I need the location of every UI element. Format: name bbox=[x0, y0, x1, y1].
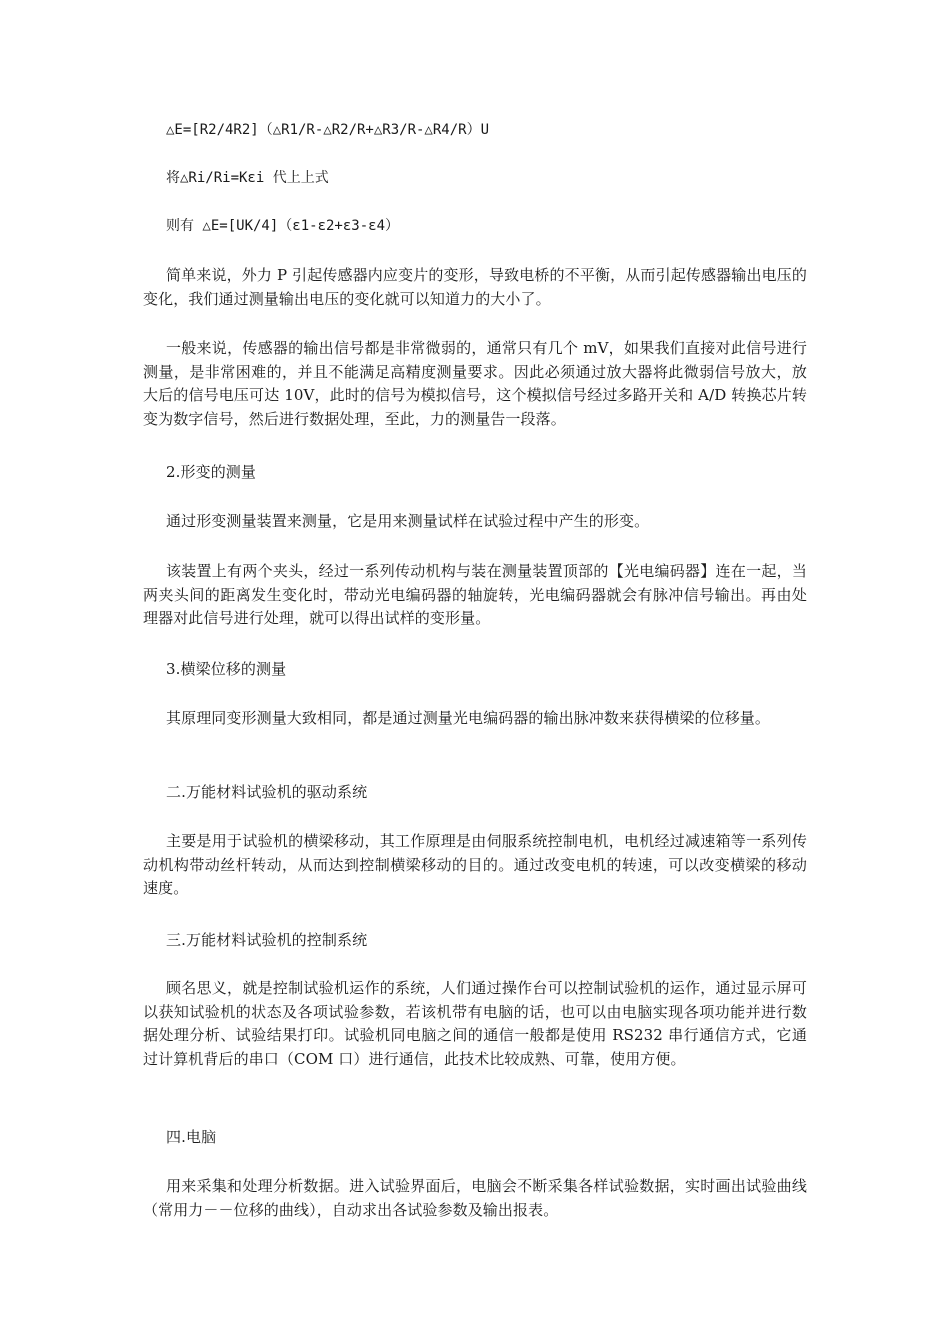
formula-result: 则有 △E=[UK/4]（ε1-ε2+ε3-ε4） bbox=[166, 218, 400, 234]
section-heading-crossbeam: 3.横梁位移的测量 bbox=[166, 660, 287, 678]
force-summary-paragraph: 简单来说，外力 P 引起传感器内应变片的变形，导致电桥的不平衡，从而引起传感器输出电压的变化，我们通过测量输出电压的变化就可以知道力的大小了。 bbox=[143, 266, 807, 308]
formula-delta-e: △E=[R2/4R2]（△R1/R-△R2/R+△R3/R-△R4/R）U bbox=[166, 122, 490, 138]
crossbeam-paragraph: 其原理同变形测量大致相同，都是通过测量光电编码器的输出脉冲数来获得横梁的位移量。 bbox=[166, 709, 771, 727]
computer-paragraph: 用来采集和处理分析数据。进入试验界面后，电脑会不断采集各样试验数据，实时画出试验曲线（常用力－－位移的曲线），自动求出各试验参数及输出报表。 bbox=[143, 1177, 807, 1219]
deformation-intro-paragraph: 通过形变测量装置来测量，它是用来测量试样在试验过程中产生的形变。 bbox=[166, 512, 650, 530]
section-heading-computer: 四.电脑 bbox=[166, 1128, 217, 1146]
deformation-detail-paragraph: 该装置上有两个夹头，经过一系列传动机构与装在测量装置顶部的【光电编码器】连在一起，当两夹头间的距离发生变化时，带动光电编码器的轴旋转，光电编码器就会有脉冲信号输出。再由处理器对此信号进行处理，就可以得出试样的变形量。 bbox=[143, 562, 807, 627]
section-heading-deformation: 2.形变的测量 bbox=[166, 463, 257, 481]
section-heading-drive: 二.万能材料试验机的驱动系统 bbox=[166, 783, 368, 801]
force-signal-paragraph: 一般来说，传感器的输出信号都是非常微弱的，通常只有几个 mV，如果我们直接对此信号进行测量，是非常困难的，并且不能满足高精度测量要求。因此必须通过放大器将此微弱信号放大，放大后的信号电压可达 10V，此时的信号为模拟信号，这个模拟信号经过多路开关和 A/D 转换芯片转变为数字信号，然后进行数据处理，至此，力的测量告一段落。 bbox=[143, 339, 807, 428]
section-heading-control: 三.万能材料试验机的控制系统 bbox=[166, 931, 368, 949]
drive-paragraph: 主要是用于试验机的横梁移动，其工作原理是由伺服系统控制电机，电机经过减速箱等一系列传动机构带动丝杆转动，从而达到控制横梁移动的目的。通过改变电机的转速，可以改变横梁的移动速度。 bbox=[143, 832, 807, 897]
formula-substitute: 将△Ri/Ri=Kεi 代上上式 bbox=[166, 170, 329, 186]
control-paragraph: 顾名思义，就是控制试验机运作的系统，人们通过操作台可以控制试验机的运作，通过显示屏可以获知试验机的状态及各项试验参数，若该机带有电脑的话，也可以由电脑实现各项功能并进行数据处理分析、试验结果打印。试验机同电脑之间的通信一般都是使用 RS232 串行通信方式，它通过计算机背后的串口（COM 口）进行通信，此技术比较成熟、可靠，使用方便。 bbox=[143, 979, 807, 1068]
